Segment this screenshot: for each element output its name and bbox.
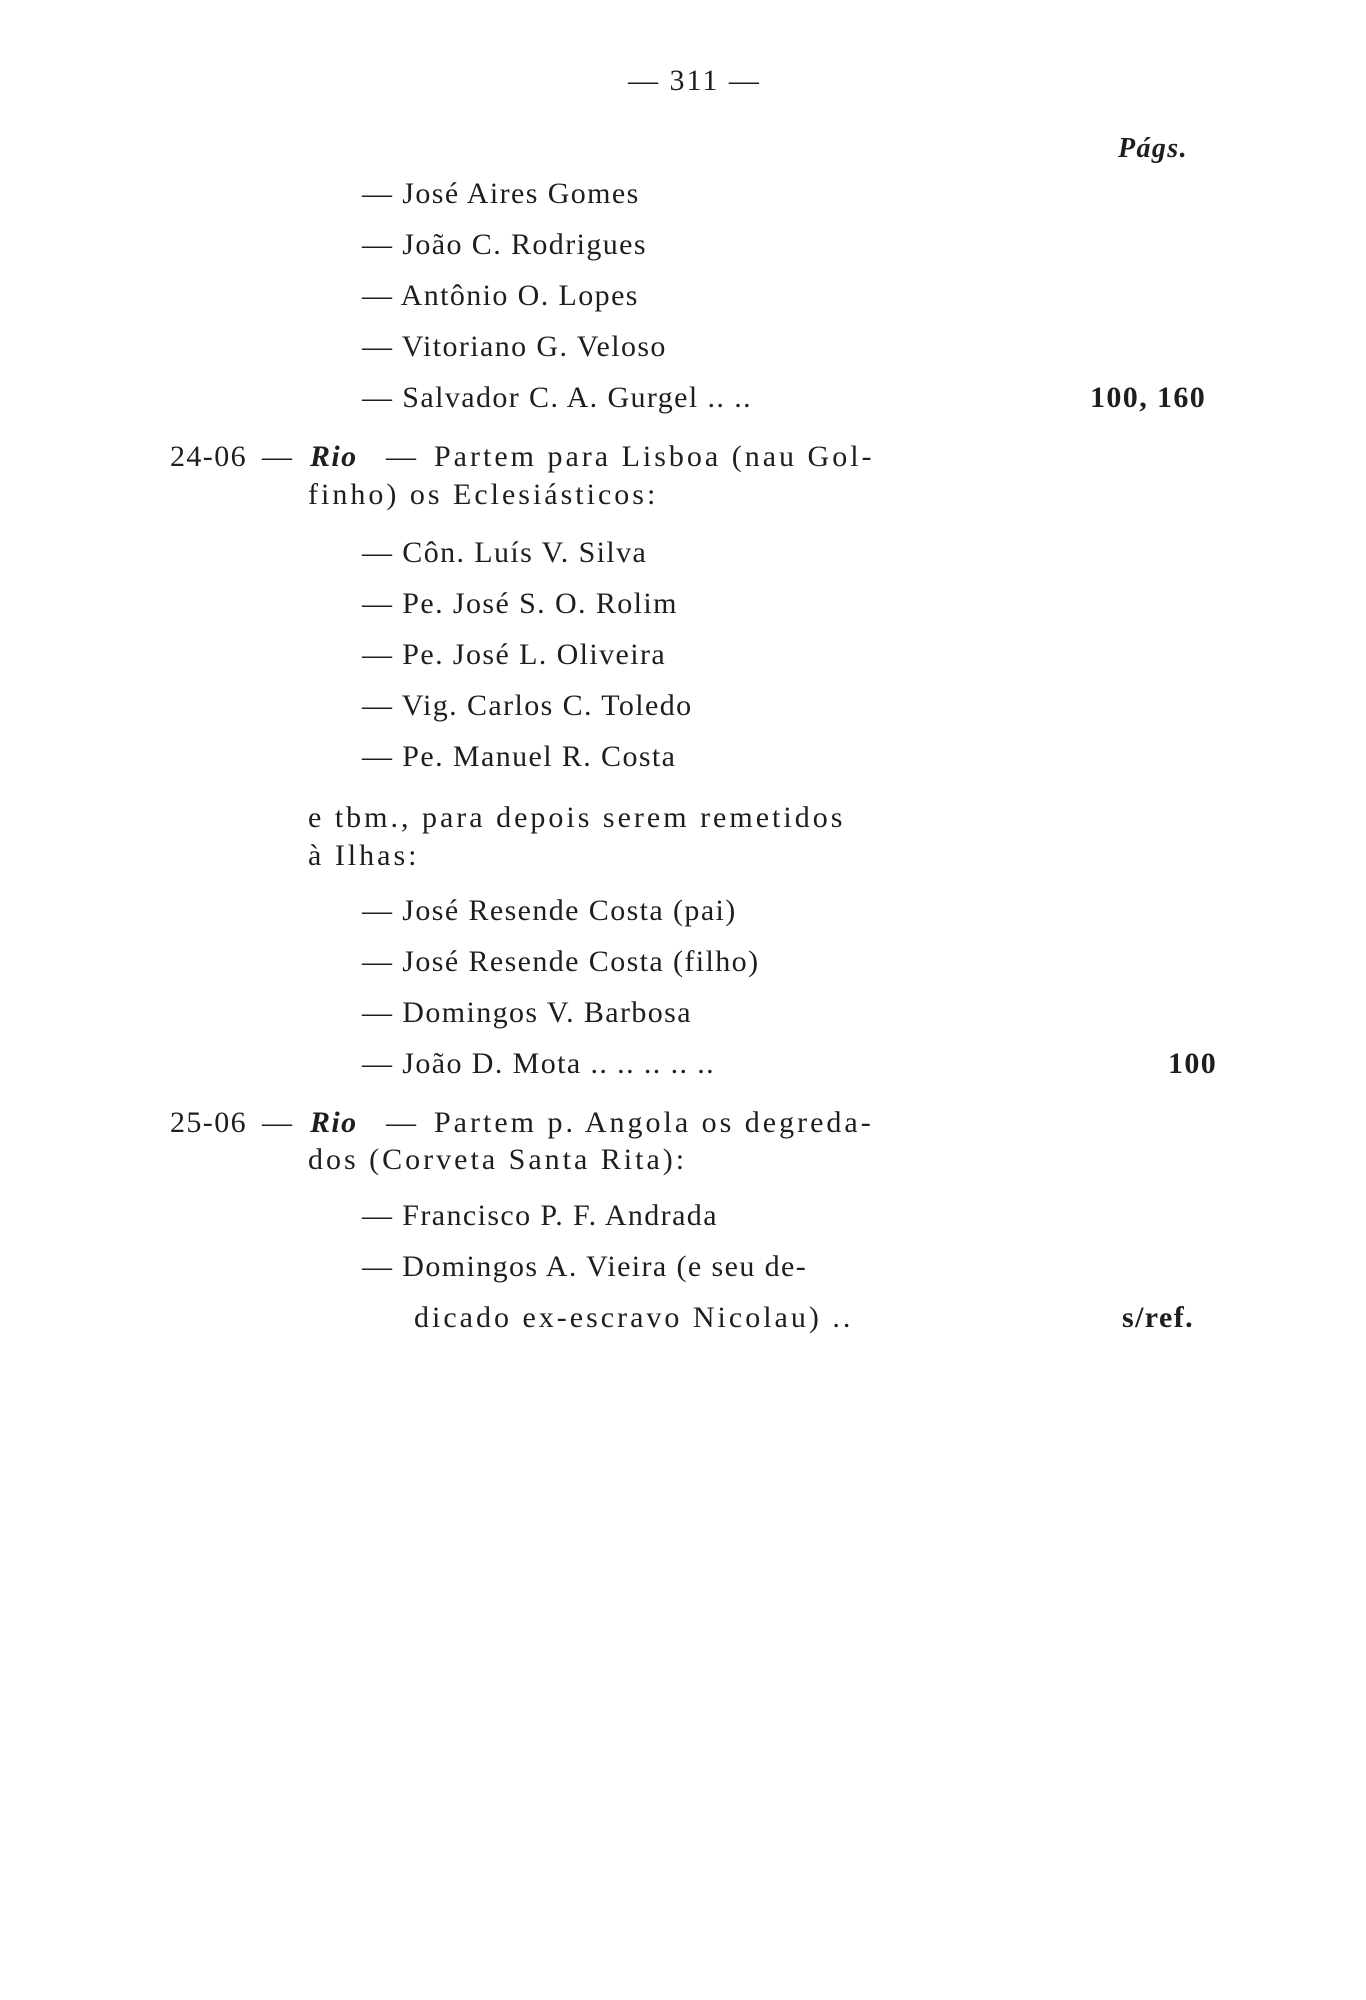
list-item: — Pe. José L. Oliveira xyxy=(362,638,667,671)
list-item-continuation: dicado ex-escravo Nicolau) .. xyxy=(414,1301,854,1334)
list-item: — Vig. Carlos C. Toledo xyxy=(362,689,693,722)
list-item: — Antônio O. Lopes xyxy=(362,279,639,312)
entry-text: Partem p. Angola os degreda- xyxy=(434,1106,874,1139)
pages-column-header: Págs. xyxy=(1118,133,1188,164)
page-reference: s/ref. xyxy=(1122,1301,1194,1334)
list-item: — Pe. José S. O. Rolim xyxy=(362,587,678,620)
entry-place: Rio xyxy=(310,1106,358,1139)
entry-note: e tbm., para depois serem remetidos xyxy=(308,801,846,834)
list-item: — Côn. Luís V. Silva xyxy=(362,536,648,569)
entry-text: dos (Corveta Santa Rita): xyxy=(308,1143,688,1176)
page-number: — 311 — xyxy=(628,64,761,97)
list-item: — Pe. Manuel R. Costa xyxy=(362,740,677,773)
list-item: — João C. Rodrigues xyxy=(362,228,647,261)
list-item: — Salvador C. A. Gurgel .. .. xyxy=(362,381,753,414)
entry-text: finho) os Eclesiásticos: xyxy=(308,478,659,511)
entry-place: Rio xyxy=(310,440,358,473)
list-item: — João D. Mota .. .. .. .. .. xyxy=(362,1047,716,1080)
entry-dash: — xyxy=(262,440,294,473)
page-reference: 100 xyxy=(1168,1047,1218,1080)
entry-date: 25-06 xyxy=(170,1106,247,1139)
list-item: — José Resende Costa (pai) xyxy=(362,894,737,927)
entry-note: à Ilhas: xyxy=(308,839,420,872)
list-item: — José Resende Costa (filho) xyxy=(362,945,760,978)
page-reference: 100, 160 xyxy=(1090,381,1207,414)
list-item: — Domingos A. Vieira (e seu de- xyxy=(362,1250,808,1283)
list-item: — Domingos V. Barbosa xyxy=(362,996,692,1029)
entry-dash: — xyxy=(386,1106,418,1139)
entry-text: Partem para Lisboa (nau Gol- xyxy=(434,440,875,473)
list-item: — Vitoriano G. Veloso xyxy=(362,330,667,363)
entry-dash: — xyxy=(386,440,418,473)
entry-dash: — xyxy=(262,1106,294,1139)
list-item: — Francisco P. F. Andrada xyxy=(362,1199,718,1232)
list-item: — José Aires Gomes xyxy=(362,177,640,210)
entry-date: 24-06 xyxy=(170,440,247,473)
